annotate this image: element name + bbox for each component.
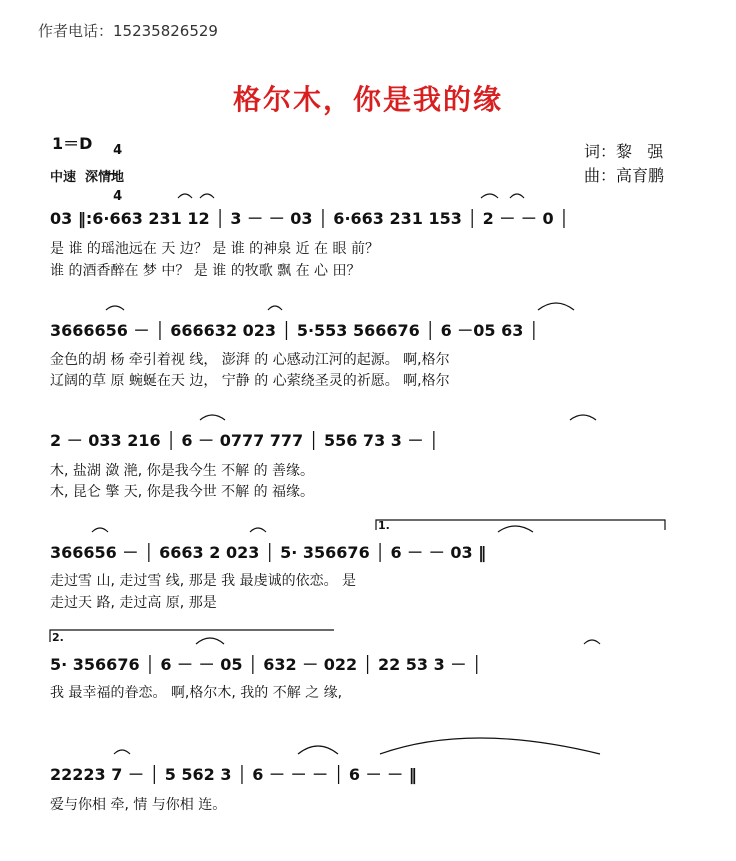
notation-system-2: 3666656 － │ 666632 023 │ 5·553 566676 │ 6 －05 63 │ [50,321,539,340]
slur [196,638,224,644]
song-title: 格尔木，你是我的缘 [232,83,503,116]
slur [498,526,533,532]
lyrics-system-3-verse-2: 木, 昆仑 擎 天, 你是我今世 不解 的 福缘。 [50,484,315,500]
slur [268,306,282,310]
lyrics-system-5: 我 最幸福的眷恋。 啊,格尔木, 我的 不解 之 缘, [50,685,343,701]
slur [200,415,225,420]
slur [298,746,338,754]
lyrics-system-3-verse-1: 木, 盐湖 潋 滟, 你是我今生 不解 的 善缘。 [50,463,315,479]
slur [584,640,600,644]
lyrics-system-4-verse-1: 走过雪 山, 走过雪 线, 那是 我 最虔诚的依恋。 是 [50,573,357,589]
key-signature: 1＝D [52,134,93,153]
notation-system-4: 366656 － │ 6663 2 023 │ 5· 356676 │ 6 － － 03 ‖ [50,543,487,562]
slur [178,194,192,198]
slur [538,303,574,310]
lyrics-system-4-verse-2: 走过天 路, 走过高 原, 那是 [50,595,217,611]
volta-2-bracket [50,630,334,642]
slur [92,528,108,532]
lyrics-system-1-verse-1: 是 谁 的瑶池远在 天 边？ 是 谁 的神泉 近 在 眼 前？ [50,241,379,257]
volta-2-label: 2. [52,631,64,644]
volta-1-bracket [376,520,665,530]
lyricist-credit: 词：黎 强 [584,142,664,161]
slur [481,194,498,198]
time-signature [104,128,123,204]
notation-system-3: 2 － 033 216 │ 6 － 0777 777 │ 556 73 3 － │ [50,431,439,450]
author-contact: 作者电话：15235826529 [38,22,218,40]
slur [106,306,124,310]
slur [570,415,596,420]
lyrics-system-2-verse-1: 金色的胡 杨 牵引着视 线， 澎湃 的 心感动江河的起源。 啊,格尔 [50,352,450,368]
slur [114,750,130,754]
time-signature-top: 4 [113,143,123,158]
notation-system-5: 5· 356676 │ 6 － － 05 │ 632 － 022 │ 22 53 3 － │ [50,655,482,674]
notation-system-6: 22223 7 － │ 5 562 3 │ 6 － － － │ 6 － － ‖ [50,765,417,784]
slur [250,528,266,532]
lyrics-system-6: 爱与你相 牵, 情 与你相 连。 [50,797,227,813]
slur [200,194,214,198]
volta-1-label: 1. [378,519,390,532]
time-signature-bottom: 4 [113,189,123,204]
slur [510,194,524,198]
tempo-marking: 中速 深情地 [50,170,125,185]
lyrics-system-1-verse-2: 谁 的酒香醉在 梦 中？ 是 谁 的牧歌 飘 在 心 田？ [50,263,361,279]
composer-credit: 曲：高育鹏 [584,166,665,185]
notation-system-1: 03 ‖:6·663 231 12 │ 3 － － 03 │ 6·663 231 153 │ 2 － － 0 │ [50,209,569,228]
lyrics-system-2-verse-2: 辽阔的草 原 蜿蜒在天 边， 宁静 的 心萦绕圣灵的祈愿。 啊,格尔 [50,373,450,389]
slur [380,738,600,754]
